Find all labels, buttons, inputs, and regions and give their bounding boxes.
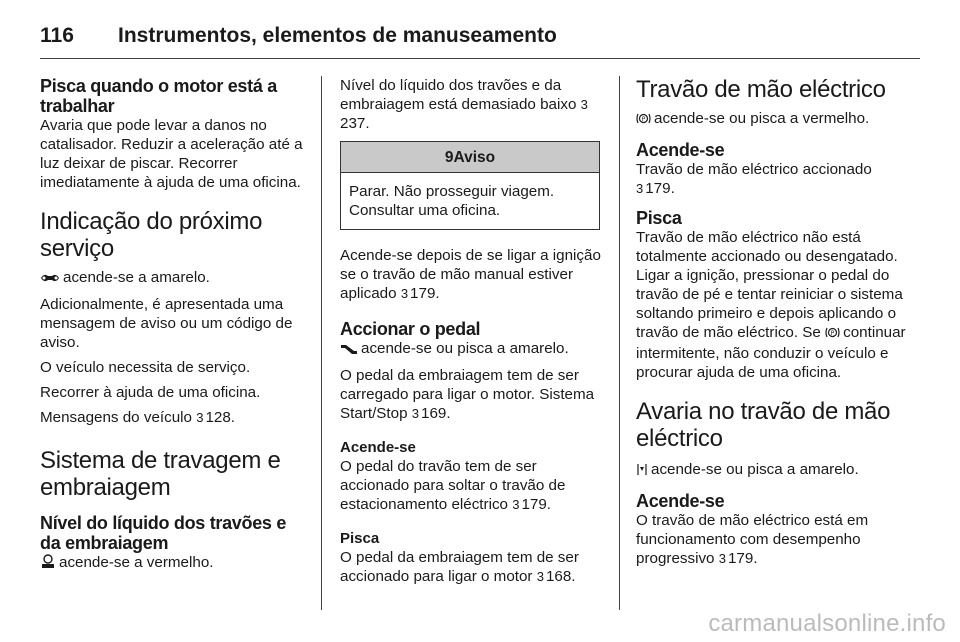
parking-brake-icon — [825, 325, 840, 344]
text-acende: O pedal do travão tem de ser accionado para soltar o travão de estacionamento eléctrico 3 179. — [340, 458, 566, 513]
text-pedal-1: acende-se ou pisca a amarelo. — [340, 339, 605, 360]
text-pisca: O pedal da embraiagem tem de ser accionado para ligar o motor 3 168. — [340, 549, 579, 585]
text-nivel-cont: Nível do líquido dos travões e da embraiagem está demasiado baixo 3237. — [340, 77, 588, 132]
heading-travao-electrico: Travão de mão eléctrico — [636, 76, 886, 103]
page-ref-icon: 3 — [580, 97, 588, 112]
pedal-icon — [340, 341, 358, 360]
text-servico-5: Mensagens do veículo 3 128. — [40, 409, 236, 426]
text-travao-1: P acende-se ou pisca a vermelho. — [636, 109, 911, 130]
warning-box — [340, 141, 600, 230]
text-servico-2: Adicionalmente, é apresentada uma mensagem de aviso ou um código de aviso. — [40, 296, 293, 351]
heading-pisca: Pisca — [636, 208, 682, 228]
column-1 — [40, 76, 310, 574]
parking-brake-icon — [636, 111, 651, 130]
page-header — [40, 18, 920, 58]
text-servico-4: Recorrer à ajuda de uma oficina. — [40, 384, 261, 401]
svg-text:P: P — [830, 330, 835, 337]
heading-travagem: Sistema de travagem e embraiagem — [40, 447, 281, 501]
text-acende: Travão de mão eléctrico accionado 3 179. — [636, 161, 872, 197]
column-2 — [340, 76, 605, 586]
page-ref-icon: 3 — [411, 406, 420, 421]
text-acende-2: O travão de mão eléctrico está em funcionamento com desempenho progressivo 3 179. — [636, 512, 869, 567]
warning-triangle-icon: 9 — [444, 149, 454, 166]
text-nivel: acende-se a vermelho. — [40, 553, 310, 574]
heading-avaria-travao: Avaria no travão de mão eléctrico — [636, 398, 891, 452]
heading-pisca: Pisca — [340, 530, 380, 547]
heading-acende: Acende-se — [340, 439, 416, 456]
text-pisca: Travão de mão eléctrico não está totalmente accionado ou desengatado. Ligar a ignição, pressionar o pedal do travão de pé e tentar reiniciar o sistema soltando primeiro e depois aplicando o travão de mão eléctrico. Se P continuar intermitente, não conduzir o veículo e procurar ajuda de uma oficina. — [636, 229, 906, 381]
page-ref-icon: 3 — [196, 410, 204, 425]
text-pisca-motor: Avaria que pode levar a danos no catalisador. Reduzir a aceleração até a luz deixar de piscar. Recorrer imediatamente à ajuda de uma oficina. — [40, 117, 303, 191]
heading-nivel-liquido: Nível do líquido dos travões e da embraiagem — [40, 513, 287, 553]
page-ref-icon: 3 — [536, 569, 544, 584]
brake-fluid-icon — [40, 554, 56, 574]
warning-header: 9Aviso — [341, 142, 599, 173]
page-title: Instrumentos, elementos de manuseamento — [118, 24, 557, 47]
watermark: carmanualsonline.info — [708, 610, 946, 637]
page-ref-icon: 3 — [718, 551, 726, 566]
svg-text:P: P — [641, 116, 646, 123]
text-pedal-2: O pedal da embraiagem tem de ser carregado para ligar o motor. Sistema Start/Stop 3 169. — [340, 367, 595, 422]
heading-acende: Acende-se — [636, 140, 725, 160]
text-acende-depois: Acende-se depois de se ligar a ignição se o travão de mão manual estiver aplicado 3 179. — [340, 247, 601, 302]
page-ref-icon: 3 — [400, 286, 409, 301]
page-ref-icon: 3 — [636, 181, 644, 196]
warning-body: Parar. Não prosseguir viagem. Consultar uma oficina. — [349, 183, 555, 219]
page-ref-icon: 3 — [512, 497, 520, 512]
service-wrench-icon — [40, 270, 60, 289]
heading-pisca-motor: Pisca quando o motor está a trabalhar — [40, 76, 277, 116]
column-3 — [636, 76, 911, 568]
text-servico-3: O veículo necessita de serviço. — [40, 359, 251, 376]
brake-fault-icon — [636, 462, 648, 481]
heading-acende-2: Acende-se — [636, 491, 725, 511]
column-divider-2 — [619, 76, 620, 610]
column-divider-1 — [321, 76, 322, 610]
text-avaria: acende-se ou pisca a amarelo. — [636, 460, 911, 481]
heading-proximo-servico: Indicação do próximo serviço — [40, 208, 263, 262]
header-rule — [40, 58, 920, 59]
heading-accionar-pedal: Accionar o pedal — [340, 319, 481, 339]
text-servico-1: acende-se a amarelo. — [40, 268, 310, 289]
page-number: 116 — [40, 24, 74, 47]
